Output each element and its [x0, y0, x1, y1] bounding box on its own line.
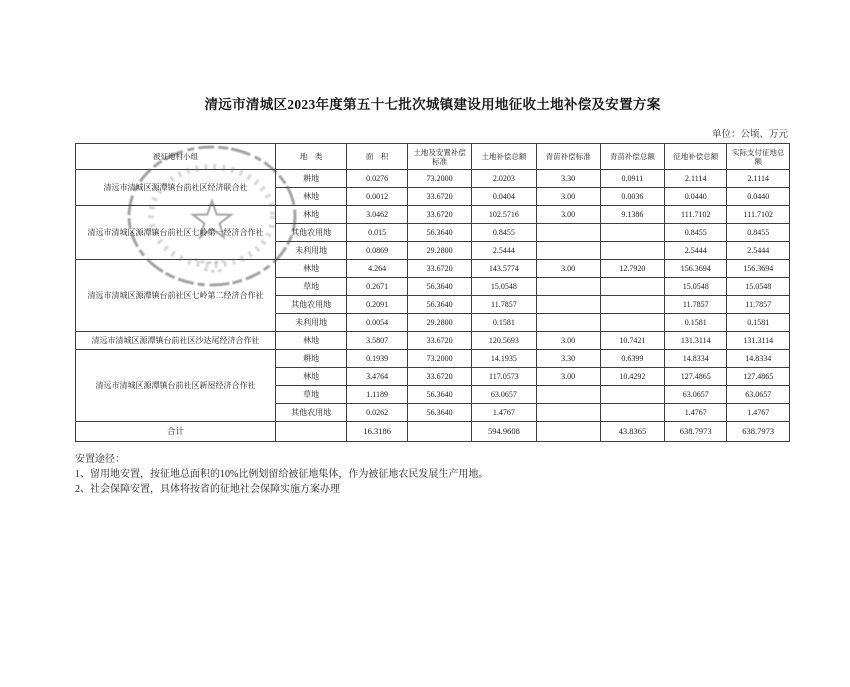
footer-notes	[75, 452, 790, 497]
table-cell	[600, 386, 664, 404]
table-cell: 2.5444	[472, 242, 536, 260]
table-cell: 156.3694	[665, 260, 727, 278]
table-cell: 14.8334	[665, 350, 727, 368]
column-header: 被征地村小组	[76, 144, 276, 170]
table-cell: 0.0036	[600, 188, 664, 206]
table-cell: 14.8334	[727, 350, 790, 368]
group-name-cell: 清远市清城区源潭镇台前社区七岭第二经济合作社	[76, 260, 276, 332]
table-cell: 63.0657	[472, 386, 536, 404]
table-cell: 3.30	[536, 350, 600, 368]
table-cell: 耕地	[275, 350, 346, 368]
table-cell: 未利用地	[275, 314, 346, 332]
table-cell: 0.8455	[727, 224, 790, 242]
table-cell: 2.1114	[727, 170, 790, 188]
table-cell: 11.7857	[665, 296, 727, 314]
table-cell: 15.0548	[665, 278, 727, 296]
total-row	[76, 422, 790, 442]
table-cell: 0.1581	[472, 314, 536, 332]
table-cell	[536, 242, 600, 260]
table-cell	[600, 242, 664, 260]
table-cell: 33.6720	[408, 206, 472, 224]
group-name-cell: 清远市清城区源潭镇台前社区沙达尾经济合作社	[76, 332, 276, 350]
table-cell: 15.0548	[727, 278, 790, 296]
table-cell: 0.0911	[600, 170, 664, 188]
table-cell: 草地	[275, 386, 346, 404]
table-cell: 56.3640	[408, 296, 472, 314]
table-cell: 林地	[275, 188, 346, 206]
table-cell: 3.00	[536, 368, 600, 386]
table-cell: 3.00	[536, 260, 600, 278]
table-cell: 林地	[275, 332, 346, 350]
table-cell: 1.4767	[665, 404, 727, 422]
table-cell: 131.3114	[665, 332, 727, 350]
table-row	[76, 332, 790, 350]
table-cell: 0.8455	[665, 224, 727, 242]
table-cell: 111.7102	[665, 206, 727, 224]
table-cell: 0.1581	[727, 314, 790, 332]
table-cell: 33.6720	[408, 188, 472, 206]
column-header: 青苗补偿标准	[536, 144, 600, 170]
footer-line: 2、社会保障安置，具体将按省的征地社会保障实施方案办理	[75, 484, 340, 495]
table-cell: 56.3640	[408, 224, 472, 242]
table-cell: 73.2000	[408, 350, 472, 368]
table-cell: 12.7920	[600, 260, 664, 278]
table-cell: 33.6720	[408, 368, 472, 386]
footer-line: 1、留用地安置，按征地总面积的10%比例划留给被征地集体，作为被征地农民发展生产用地。	[75, 469, 489, 480]
table-cell	[600, 404, 664, 422]
column-header: 征地补偿总额	[665, 144, 727, 170]
table-cell: 131.3114	[727, 332, 790, 350]
table-cell	[536, 296, 600, 314]
table-cell: 0.0440	[665, 188, 727, 206]
table-cell	[536, 314, 600, 332]
total-label-cell: 合计	[76, 422, 276, 442]
table-cell: 其他农用地	[275, 224, 346, 242]
table-cell	[536, 224, 600, 242]
table-cell: 3.0462	[347, 206, 408, 224]
table-cell: 638.7973	[665, 422, 727, 442]
table-cell: 2.0203	[472, 170, 536, 188]
column-header: 土地补偿总额	[472, 144, 536, 170]
table-cell: 3.4764	[347, 368, 408, 386]
table-cell: 3.00	[536, 332, 600, 350]
page-title: 清远市清城区2023年度第五十七批次城镇建设用地征收土地补偿及安置方案	[204, 97, 661, 112]
table-body	[76, 170, 790, 442]
table-cell: 1.1189	[347, 386, 408, 404]
table-cell: 1.4767	[472, 404, 536, 422]
table-cell: 0.1939	[347, 350, 408, 368]
table-cell	[408, 422, 472, 442]
table-cell: 0.0276	[347, 170, 408, 188]
table-cell: 林地	[275, 260, 346, 278]
table-cell: 3.5807	[347, 332, 408, 350]
table-cell	[275, 422, 346, 442]
table-cell: 33.6720	[408, 260, 472, 278]
table-cell: 29.2800	[408, 314, 472, 332]
table-cell: 10.7421	[600, 332, 664, 350]
table-cell: 0.0012	[347, 188, 408, 206]
table-cell: 0.0404	[472, 188, 536, 206]
table-cell: 73.2000	[408, 170, 472, 188]
table-cell: 未利用地	[275, 242, 346, 260]
table-cell: 0.1581	[665, 314, 727, 332]
table-cell: 0.0440	[727, 188, 790, 206]
table-cell: 16.3186	[347, 422, 408, 442]
table-cell: 29.2800	[408, 242, 472, 260]
table-cell: 56.3640	[408, 278, 472, 296]
table-cell: 56.3640	[408, 404, 472, 422]
column-header: 地 类	[275, 144, 346, 170]
table-cell: 耕地	[275, 170, 346, 188]
table-cell: 9.1386	[600, 206, 664, 224]
table-cell: 4.264	[347, 260, 408, 278]
table-cell: 林地	[275, 206, 346, 224]
group-name-cell: 清远市清城区源潭镇台前社区七岭第一经济合作社	[76, 206, 276, 260]
unit-note: 单位：公顷、万元	[711, 130, 788, 140]
compensation-table	[75, 143, 790, 442]
table-cell: 0.2091	[347, 296, 408, 314]
table-cell: 143.5774	[472, 260, 536, 278]
table-cell: 0.0054	[347, 314, 408, 332]
table-cell: 2.5444	[727, 242, 790, 260]
footer-heading: 安置途径：	[75, 454, 125, 465]
table-cell: 2.5444	[665, 242, 727, 260]
column-header: 青苗补偿总额	[600, 144, 664, 170]
table-cell	[600, 224, 664, 242]
table-cell: 127.4865	[665, 368, 727, 386]
table-cell: 0.015	[347, 224, 408, 242]
table-cell: 11.7857	[472, 296, 536, 314]
table-cell	[536, 422, 600, 442]
table-cell: 15.0548	[472, 278, 536, 296]
table-cell	[536, 404, 600, 422]
table-cell: 10.4292	[600, 368, 664, 386]
table-cell: 56.3640	[408, 386, 472, 404]
column-header: 实际支付征地总额	[727, 144, 790, 170]
table-cell: 33.6720	[408, 332, 472, 350]
document-page	[0, 93, 850, 687]
table-cell	[536, 386, 600, 404]
table-cell: 14.1935	[472, 350, 536, 368]
table-cell: 3.00	[536, 188, 600, 206]
table-cell	[600, 314, 664, 332]
table-cell: 111.7102	[727, 206, 790, 224]
table-cell: 0.2671	[347, 278, 408, 296]
table-cell: 2.1114	[665, 170, 727, 188]
table-cell: 1.4767	[727, 404, 790, 422]
table-cell: 156.3694	[727, 260, 790, 278]
table-cell: 3.30	[536, 170, 600, 188]
table-cell: 102.5716	[472, 206, 536, 224]
table-cell: 草地	[275, 278, 346, 296]
column-header: 土地及安置补偿标准	[408, 144, 472, 170]
header-row	[76, 144, 790, 170]
table-cell	[536, 278, 600, 296]
table-cell: 0.6399	[600, 350, 664, 368]
table-cell	[600, 296, 664, 314]
table-cell: 594.9608	[472, 422, 536, 442]
table-row	[76, 206, 790, 224]
table-cell: 43.8365	[600, 422, 664, 442]
table-cell: 127.4865	[727, 368, 790, 386]
column-header: 面 积	[347, 144, 408, 170]
table-row	[76, 350, 790, 368]
group-name-cell: 清远市清城区源潭镇台前社区经济联合社	[76, 170, 276, 206]
table-cell: 11.7857	[727, 296, 790, 314]
group-name-cell: 清远市清城区源潭镇台前社区新屋经济合作社	[76, 350, 276, 422]
table-row	[76, 170, 790, 188]
table-cell: 120.5693	[472, 332, 536, 350]
table-cell: 638.7973	[727, 422, 790, 442]
table-cell: 其他农用地	[275, 296, 346, 314]
table-cell: 3.00	[536, 206, 600, 224]
table-cell: 63.0657	[727, 386, 790, 404]
table-cell: 0.0262	[347, 404, 408, 422]
table-cell: 0.0869	[347, 242, 408, 260]
table-cell: 63.0657	[665, 386, 727, 404]
table-cell: 0.8455	[472, 224, 536, 242]
table-cell: 其他农用地	[275, 404, 346, 422]
table-cell: 117.0573	[472, 368, 536, 386]
table-cell	[600, 278, 664, 296]
table-row	[76, 260, 790, 278]
table-cell: 林地	[275, 368, 346, 386]
